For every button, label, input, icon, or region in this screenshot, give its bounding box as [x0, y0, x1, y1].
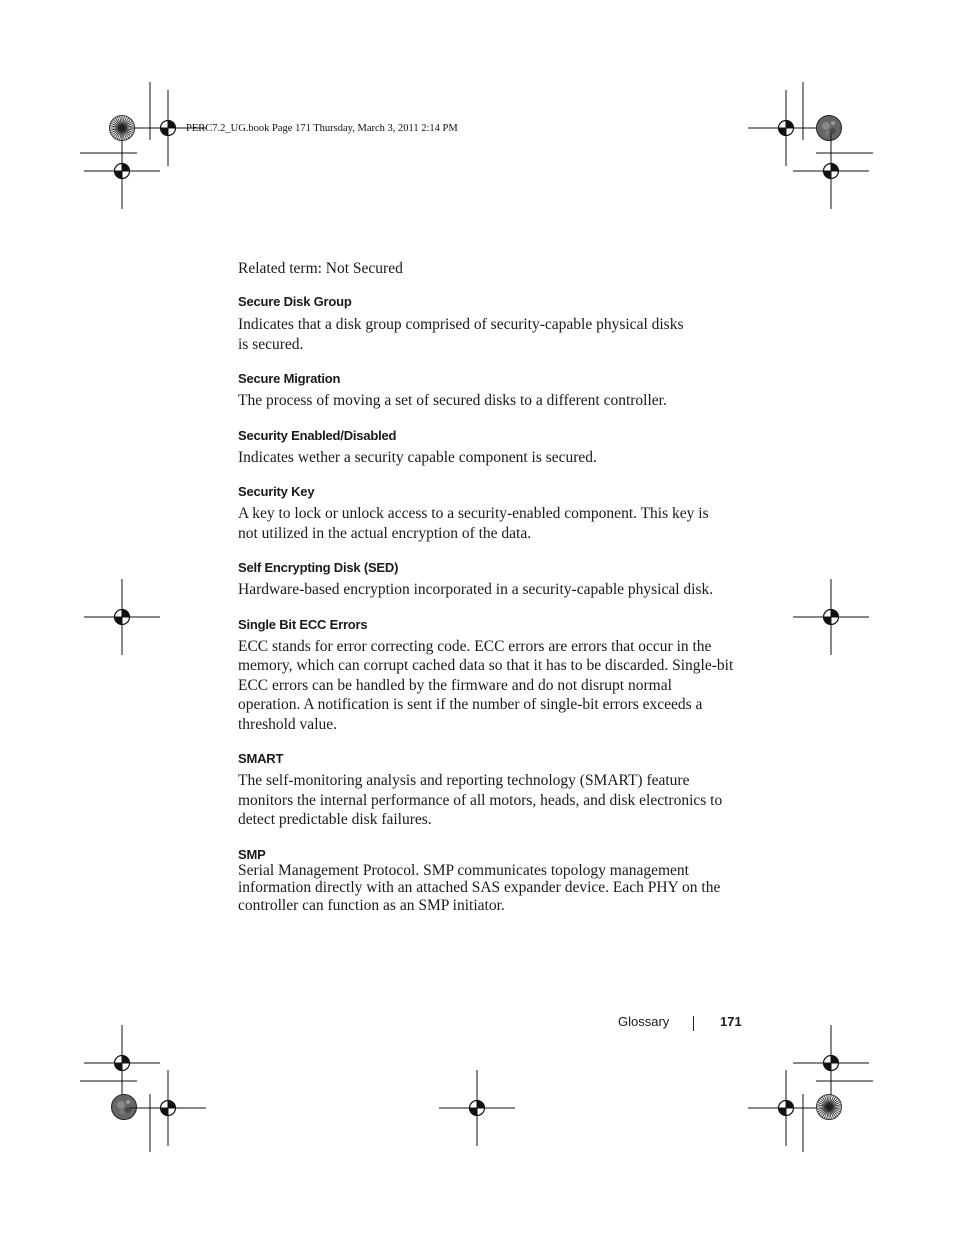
related-term: Related term: Not Secured — [238, 260, 403, 277]
glossary-term: Self Encrypting Disk (SED) — [238, 560, 399, 575]
glossary-term: Secure Disk Group — [238, 294, 352, 309]
glossary-content — [238, 256, 738, 914]
definition-line: Hardware-based encryption incorporated in a security-capable physical disk. — [238, 581, 714, 598]
definition-line: monitors the internal performance of all motors, heads, and disk electronics to — [238, 791, 723, 809]
definition-line: The process of moving a set of secured disks to a different controller. — [238, 392, 667, 409]
definition-line: information directly with an attached SAS expander device. Each PHY on the — [238, 879, 721, 896]
definition-line: Serial Management Protocol. SMP communicates topology management — [238, 861, 689, 879]
glossary-term: Single Bit ECC Errors — [238, 616, 368, 632]
glossary-definition — [238, 315, 738, 354]
glossary-term: SMART — [238, 751, 284, 766]
definition-line: The self-monitoring analysis and reporting technology (SMART) feature — [238, 772, 690, 789]
glossary-definition — [238, 580, 738, 600]
definition-line: not utilized in the actual encryption of the data. — [238, 524, 532, 542]
definition-line: is secured. — [238, 335, 304, 353]
definition-line: Indicates that a disk group comprised of security-capable physical disks — [238, 316, 684, 333]
footer-section-name: Glossary — [618, 1014, 670, 1029]
glossary-term: Security Enabled/Disabled — [238, 427, 397, 443]
glossary-term: SMP — [238, 846, 266, 862]
definition-line: Indicates wether a security capable component is secured. — [238, 448, 597, 466]
glossary-definition — [238, 448, 738, 468]
glossary-definition — [238, 771, 738, 830]
definition-line: controller can function as an SMP initiator. — [238, 896, 505, 914]
glossary-definition — [238, 862, 738, 915]
definition-line: A key to lock or unlock access to a security-enabled component. This key is — [238, 505, 709, 522]
definition-line: ECC errors can be handled by the firmware and do not disrupt normal — [238, 676, 672, 694]
file-info-header: PERC7.2_UG.book Page 171 Thursday, March 3, 2011 2:14 PM — [186, 123, 458, 134]
definition-line: ECC stands for error correcting code. ECC errors are errors that occur in the — [238, 637, 712, 655]
glossary-definition — [238, 637, 738, 735]
definition-line: threshold value. — [238, 715, 338, 733]
glossary-term: Security Key — [238, 484, 315, 499]
definition-line: detect predictable disk failures. — [238, 811, 432, 828]
footer-separator — [693, 1016, 694, 1031]
page-number: 171 — [720, 1014, 742, 1029]
glossary-definition — [238, 504, 738, 543]
definition-line: memory, which can corrupt cached data so that it has to be discarded. Single-bit — [238, 657, 734, 674]
definition-line: operation. A notification is sent if the number of single-bit errors exceeds a — [238, 696, 703, 713]
glossary-term: Secure Migration — [238, 371, 341, 386]
glossary-definition — [238, 391, 738, 411]
